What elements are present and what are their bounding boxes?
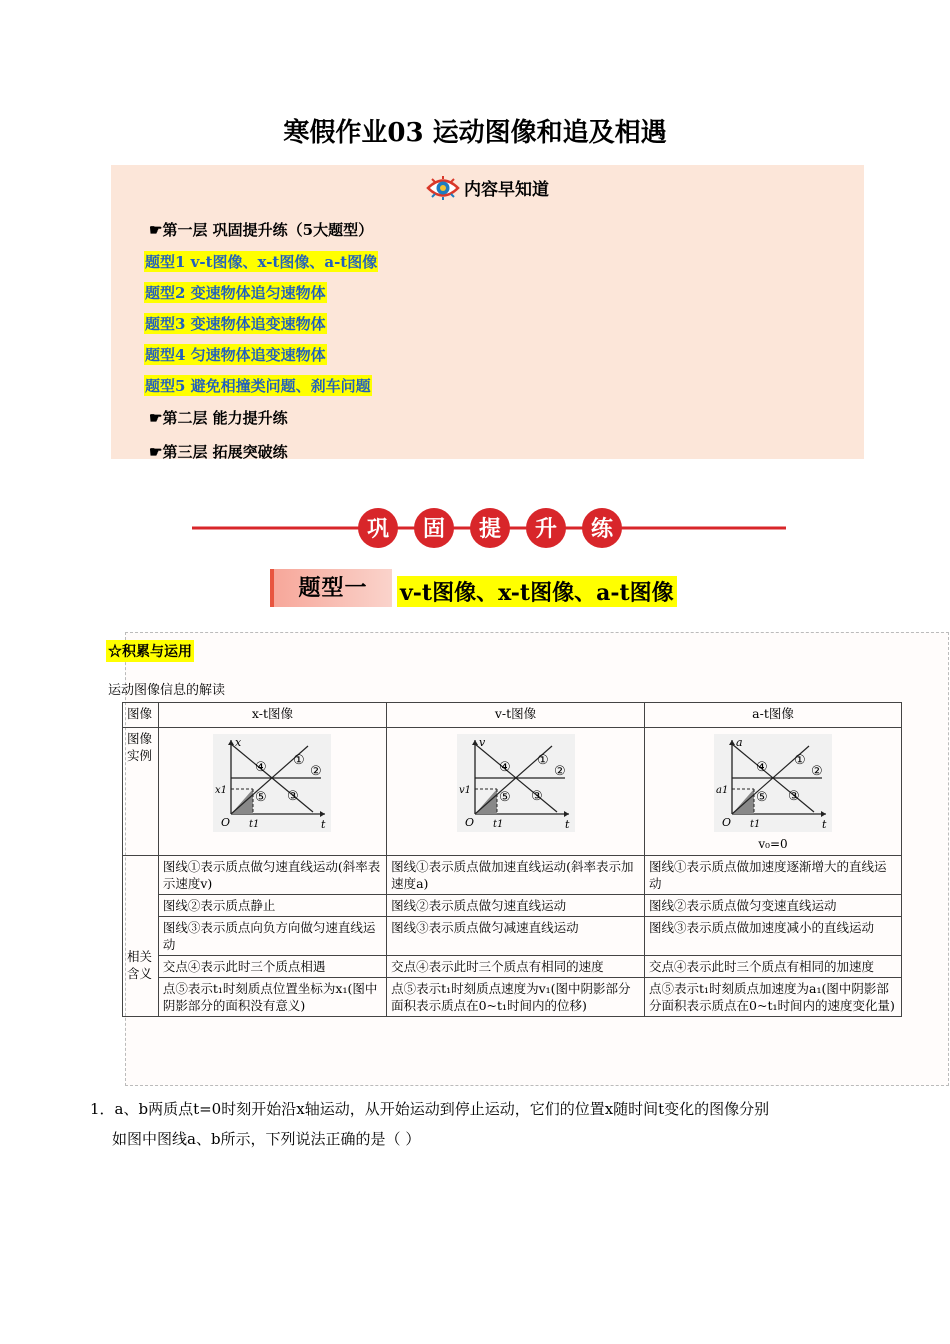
table-cell: 图线③表示质点做匀减速直线运动 <box>387 917 645 956</box>
origin-label: O <box>722 816 732 829</box>
graph-cell-at <box>645 728 902 856</box>
table-cell: 图线①表示质点做加速直线运动(斜率表示加速度a) <box>387 856 645 895</box>
table-cell: 点⑤表示t₁时刻质点加速度为a₁(图中阴影部分面积表示质点在0~t₁时间内的速度变化量) <box>645 978 902 1017</box>
origin-label: O <box>464 816 474 829</box>
toc-layer-1: ☛第一层 巩固提升练（5大题型） <box>149 221 374 239</box>
eye-icon <box>426 175 460 206</box>
banner-char-3: 提 <box>478 517 502 542</box>
table-row <box>123 956 902 978</box>
at-graph <box>714 734 832 832</box>
graph-table <box>122 702 902 1017</box>
table-header: v-t图像 <box>387 703 645 728</box>
question-1-line-1: 1．a、b两质点t=0时刻开始沿x轴运动，从开始运动到停止运动，它们的位置x随时间t变化的图像分别 <box>90 1100 770 1118</box>
circled-2: ② <box>811 764 823 779</box>
circled-2: ② <box>553 764 566 779</box>
axis-x-label: t <box>564 818 569 831</box>
table-header-row <box>123 703 902 728</box>
toc-type-2[interactable]: 题型2 变速物体追匀速物体 <box>145 284 326 302</box>
table-cell: 图线①表示质点做匀速直线运动(斜率表示速度v) <box>158 856 386 895</box>
circled-3: ③ <box>287 789 300 804</box>
origin-label: O <box>221 816 231 829</box>
table-row <box>123 856 902 895</box>
circled-1: ① <box>293 753 306 768</box>
vt-graph <box>457 734 575 832</box>
table-cell: 图线②表示质点做匀变速直线运动 <box>645 895 902 917</box>
circled-4: ④ <box>756 760 768 775</box>
banner-char-5: 练 <box>590 517 614 542</box>
table-row <box>123 917 902 956</box>
table-header: 图像 <box>123 703 159 728</box>
xt-graph <box>213 734 331 832</box>
axis-y-label: v <box>478 736 485 749</box>
banner-char-2: 固 <box>422 517 446 542</box>
circled-4: ④ <box>255 760 268 775</box>
table-header: x-t图像 <box>158 703 386 728</box>
marker-label: x1 <box>215 785 228 796</box>
toc-layer-3: ☛第三层 拓展突破练 <box>149 443 288 461</box>
type-heading-label-box <box>270 569 392 607</box>
axis-x-label: t <box>822 818 827 831</box>
toc-heading <box>111 175 864 206</box>
table-cell: 交点④表示此时三个质点有相同的加速度 <box>645 956 902 978</box>
circled-3: ③ <box>530 789 543 804</box>
toc-layer-2: ☛第二层 能力提升练 <box>149 409 288 427</box>
toc-type-3[interactable]: 题型3 变速物体追变速物体 <box>145 315 326 333</box>
circled-2: ② <box>310 764 323 779</box>
axis-y-label: x <box>235 736 242 749</box>
banner-char-4: 升 <box>534 517 558 542</box>
marker-label: a1 <box>716 785 729 796</box>
circled-1: ① <box>794 753 806 768</box>
toc-panel <box>111 165 864 459</box>
circled-5: ⑤ <box>756 790 768 805</box>
section-banner <box>190 505 788 551</box>
meaning-label: 相关含义 <box>123 856 159 1017</box>
table-cell: 图线①表示质点做加速度逐渐增大的直线运动 <box>645 856 902 895</box>
circled-3: ③ <box>788 789 800 804</box>
circled-5: ⑤ <box>255 790 268 805</box>
v0-note: v₀=0 <box>758 837 788 851</box>
graph-cell-xt <box>158 728 386 856</box>
example-label: 图像实例 <box>123 728 159 856</box>
table-cell: 点⑤表示t₁时刻质点速度为v₁(图中阴影部分面积表示质点在0~t₁时间内的位移) <box>387 978 645 1017</box>
table-cell: 交点④表示此时三个质点有相同的速度 <box>387 956 645 978</box>
table-cell: 图线③表示质点做加速度减小的直线运动 <box>645 917 902 956</box>
axis-y-label: a <box>736 736 743 749</box>
graph-cell-vt <box>387 728 645 856</box>
toc-type-5[interactable]: 题型5 避免相撞类问题、刹车问题 <box>145 377 371 395</box>
circled-4: ④ <box>498 760 511 775</box>
table-cell: 图线②表示质点做匀速直线运动 <box>387 895 645 917</box>
t1-label: t1 <box>750 819 761 830</box>
toc-type-4[interactable]: 题型4 匀速物体追变速物体 <box>145 346 326 364</box>
accumulation-subtitle: 运动图像信息的解读 <box>108 683 226 698</box>
question-1-line-2: 如图中图线a、b所示，下列说法正确的是（ ） <box>112 1130 421 1148</box>
circled-1: ① <box>536 753 549 768</box>
page-title: 寒假作业03 运动图像和追及相遇 <box>283 118 667 148</box>
toc-heading-text: 内容早知道 <box>464 180 549 200</box>
table-cell: 图线②表示质点静止 <box>158 895 386 917</box>
t1-label: t1 <box>492 819 503 830</box>
circled-5: ⑤ <box>498 790 511 805</box>
type-heading-title: v-t图像、x-t图像、a-t图像 <box>397 576 677 607</box>
table-header: a-t图像 <box>645 703 902 728</box>
axis-x-label: t <box>321 818 326 831</box>
accumulation-heading: ☆积累与运用 <box>106 640 194 662</box>
table-row <box>123 895 902 917</box>
t1-label: t1 <box>249 819 260 830</box>
marker-label: v1 <box>458 785 471 796</box>
table-row <box>123 978 902 1017</box>
table-cell: 点⑤表示t₁时刻质点位置坐标为x₁(图中阴影部分的面积没有意义) <box>158 978 386 1017</box>
table-cell: 图线③表示质点向负方向做匀速直线运动 <box>158 917 386 956</box>
banner-char-1: 巩 <box>366 517 390 542</box>
table-row-examples <box>123 728 902 856</box>
toc-type-1[interactable]: 题型1 v-t图像、x-t图像、a-t图像 <box>145 253 378 271</box>
table-cell: 交点④表示此时三个质点相遇 <box>158 956 386 978</box>
type-heading-label: 题型一 <box>298 575 368 601</box>
